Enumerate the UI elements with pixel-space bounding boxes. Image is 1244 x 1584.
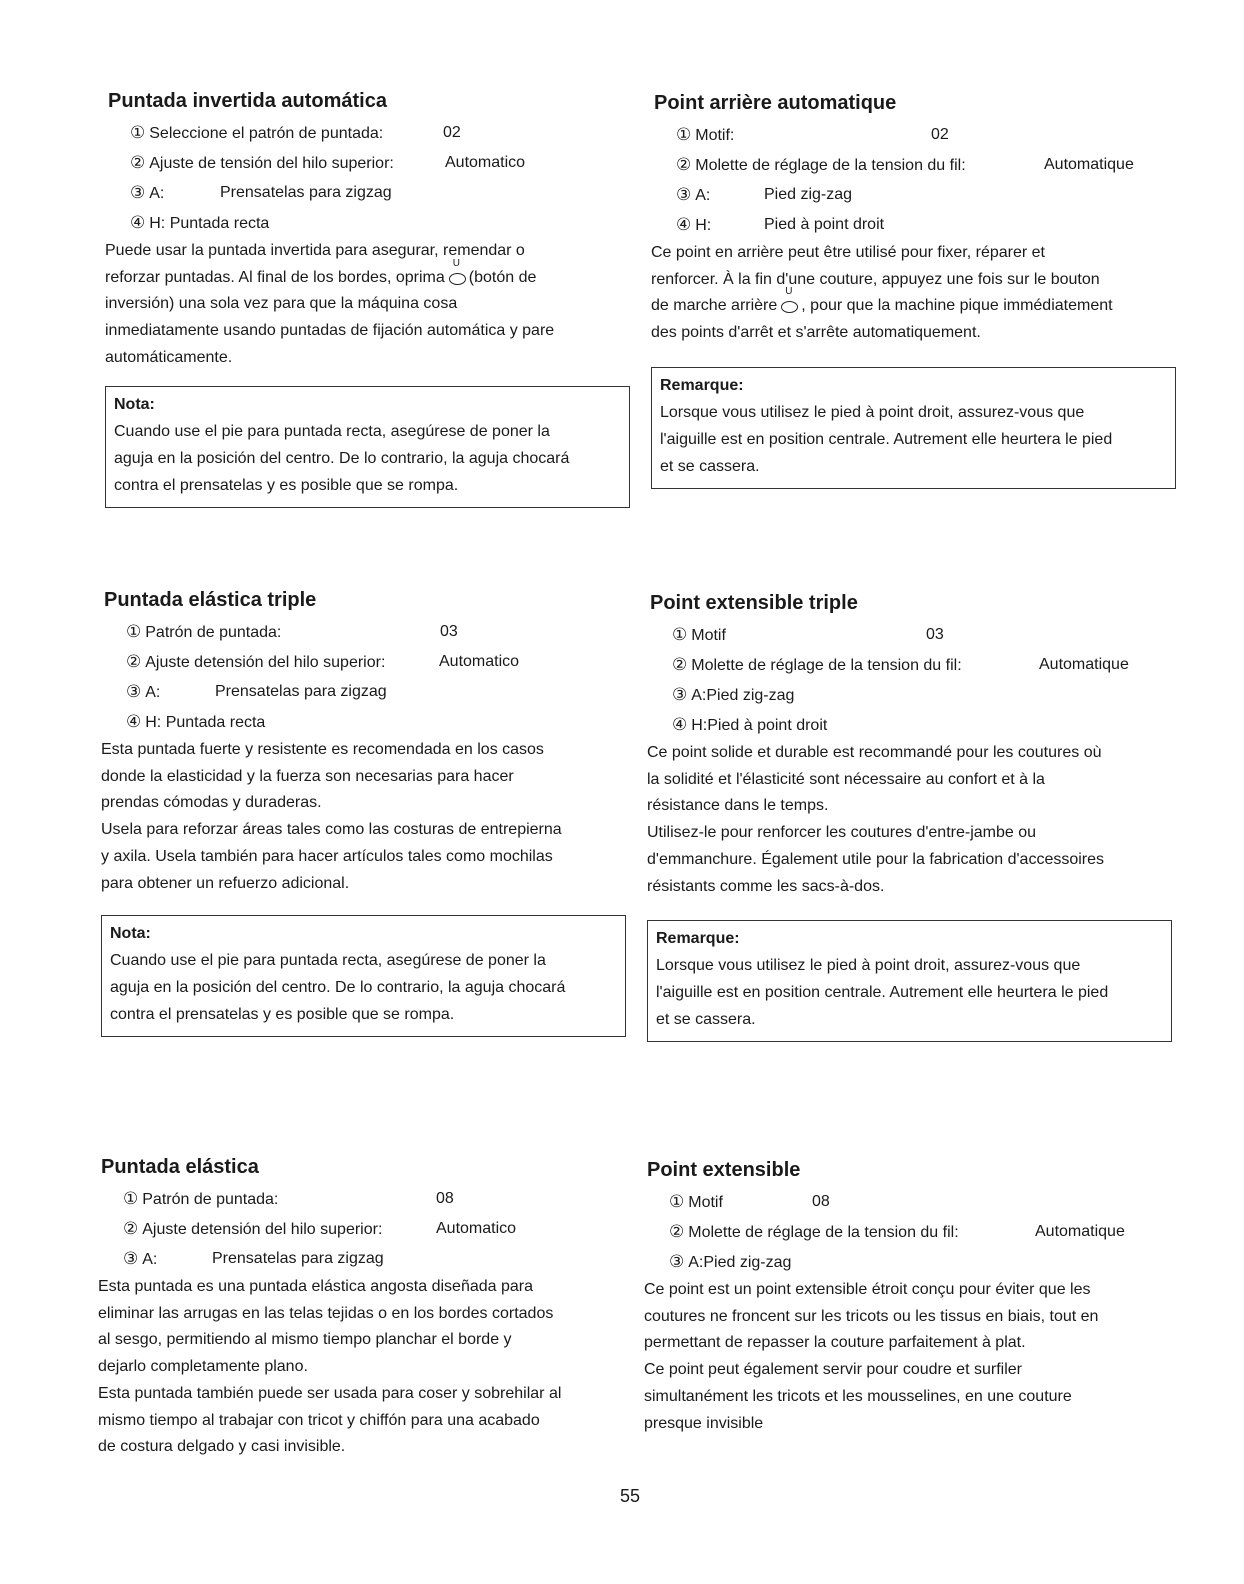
setting-label: A:	[145, 684, 161, 701]
description-line: dejarlo completamente plano.	[98, 1358, 308, 1376]
setting-label: Molette de réglage de la tension du fil:	[688, 1224, 959, 1241]
description-line: mismo tiempo al trabajar con tricot y chiffón para una acabado	[98, 1411, 540, 1429]
setting-item	[669, 1187, 1169, 1217]
setting-value: Pied zig-zag	[764, 186, 853, 203]
text: (botón de	[468, 268, 537, 286]
setting-value: Automatico	[439, 653, 520, 670]
setting-value: 08	[812, 1193, 830, 1210]
setting-label: H: Puntada recta	[145, 714, 266, 731]
step-number: ②	[669, 1222, 685, 1241]
reverse-icon-circle	[449, 273, 466, 285]
description-line: Ce point peut également servir pour coudre et surfiler	[644, 1361, 1022, 1379]
setting-label: Molette de réglage de la tension du fil:	[695, 157, 966, 174]
setting-value: 02	[443, 124, 461, 141]
setting-item	[672, 650, 1172, 680]
text: de marche arrière	[651, 297, 778, 315]
setting-value: Automatico	[445, 154, 526, 171]
description-line: de costura delgado y casi invisible.	[98, 1438, 346, 1456]
description-line: Esta puntada también puede ser usada para coser y sobrehilar al	[98, 1384, 562, 1402]
description-line: Esta puntada fuerte y resistente es recomendada en los casos	[101, 741, 544, 758]
section	[101, 587, 626, 1037]
reverse-button-icon	[448, 257, 466, 284]
setting-value: 03	[440, 623, 458, 640]
description-line: donde la elasticidad y la fuerza son necesarias para hacer	[101, 767, 514, 785]
section-title: Puntada invertida automática	[108, 90, 387, 112]
setting-item	[130, 178, 630, 208]
section	[644, 1157, 1169, 1437]
description-line: inmediatamente usando puntadas de fijación automática y pare	[105, 322, 555, 340]
setting-value: Automatique	[1035, 1223, 1125, 1240]
setting-item	[126, 647, 626, 677]
description	[651, 240, 1176, 347]
setting-value: Automatique	[1044, 156, 1134, 173]
step-number: ④	[130, 213, 146, 232]
description-line: prendas cómodas y duraderas.	[101, 794, 322, 812]
step-number: ②	[130, 153, 146, 172]
step-number: ④	[676, 215, 692, 234]
reverse-icon-circle	[781, 301, 798, 313]
setting-item	[130, 118, 630, 148]
setting-label: A:	[149, 185, 165, 202]
setting-item	[669, 1247, 1169, 1277]
setting-item	[672, 710, 1172, 740]
step-number: ①	[123, 1189, 139, 1208]
description	[98, 1274, 623, 1461]
setting-label: Molette de réglage de la tension du fil:	[691, 657, 962, 674]
page-number: 55	[620, 1486, 641, 1506]
setting-label: Motif:	[695, 127, 735, 144]
step-number: ①	[672, 625, 688, 644]
step-number: ②	[123, 1219, 139, 1238]
setting-value: Prensatelas para zigzag	[220, 184, 392, 201]
setting-label: Ajuste de tensión del hilo superior:	[149, 155, 394, 172]
description-line: presque invisible	[644, 1414, 764, 1432]
setting-label: Patrón de puntada:	[142, 1191, 279, 1208]
description-line: renforcer. À la fin d'une couture, appuyez une fois sur le bouton	[651, 270, 1100, 288]
setting-item	[130, 148, 630, 178]
setting-value: Pied à point droit	[764, 216, 885, 233]
section-title: Puntada elástica triple	[104, 589, 317, 611]
step-number: ③	[676, 185, 692, 204]
description	[647, 740, 1172, 900]
description-line: Utilisez-le pour renforcer les coutures d'entre-jambe ou	[647, 824, 1037, 842]
setting-value: 08	[436, 1190, 454, 1207]
description-line	[105, 257, 630, 292]
note-line: Lorsque vous utilisez le pied à point droit, assurez-vous que	[660, 403, 1085, 421]
note-label: Nota:	[114, 395, 155, 413]
step-number: ③	[126, 682, 142, 701]
step-number: ①	[676, 125, 692, 144]
step-number: ②	[676, 155, 692, 174]
note-line: Cuando use el pie para puntada recta, asegúrese de poner la	[114, 422, 550, 440]
setting-value: Automatico	[436, 1220, 517, 1237]
step-number: ④	[126, 712, 142, 731]
text: , pour que la machine pique immédiatement	[801, 297, 1113, 315]
setting-item	[126, 617, 626, 647]
setting-label: H:Pied à point droit	[691, 717, 828, 734]
note-label: Remarque:	[660, 376, 744, 394]
section-title: Point extensible triple	[650, 592, 858, 614]
setting-value: 02	[931, 126, 949, 143]
section	[98, 1154, 623, 1461]
setting-item	[130, 208, 630, 238]
description-line: inversión) una sola vez para que la máquina cosa	[105, 295, 458, 313]
setting-item	[676, 150, 1176, 180]
setting-label: Motif	[688, 1194, 723, 1211]
text: reforzar puntadas. Al final de los bordes, oprima	[105, 268, 445, 286]
description-line: automáticamente.	[105, 348, 233, 366]
note-label: Nota:	[110, 925, 151, 943]
setting-value: Prensatelas para zigzag	[212, 1250, 384, 1267]
setting-label: A:Pied zig-zag	[688, 1254, 792, 1271]
note-line: aguja en la posición del centro. De lo contrario, la aguja chocará	[110, 979, 566, 997]
reverse-icon-letter: U	[452, 257, 460, 269]
section-title: Point extensible	[647, 1159, 801, 1181]
description-line: des points d'arrêt et s'arrête automatiquement.	[651, 324, 981, 342]
note-line: et se cassera.	[660, 457, 760, 475]
note-line: contra el prensatelas y es posible que se rompa.	[110, 1006, 455, 1024]
note-box	[647, 920, 1172, 1042]
setting-label: A:	[695, 187, 711, 204]
setting-item	[123, 1214, 623, 1244]
setting-label: A:Pied zig-zag	[691, 687, 795, 704]
section	[651, 90, 1176, 489]
note-box	[105, 386, 630, 508]
setting-label: Patrón de puntada:	[145, 624, 282, 641]
description	[644, 1277, 1169, 1437]
description-line: eliminar las arrugas en las telas tejidas o en los bordes cortados	[98, 1304, 554, 1322]
description-line: résistants comme les sacs-à-dos.	[647, 877, 885, 895]
setting-value: Automatique	[1039, 656, 1129, 673]
setting-value: 03	[926, 626, 944, 643]
setting-item	[676, 180, 1176, 210]
description-line: Ce point en arrière peut être utilisé pour fixer, réparer et	[651, 244, 1045, 261]
note-box	[651, 367, 1176, 489]
description-line: permettant de repasser la couture parfaitement à plat.	[644, 1334, 1026, 1352]
step-number: ①	[126, 622, 142, 641]
setting-item	[126, 707, 626, 737]
section	[647, 590, 1172, 1042]
step-number: ③	[669, 1252, 685, 1271]
step-number: ①	[669, 1192, 685, 1211]
setting-item	[676, 120, 1176, 150]
setting-item	[669, 1217, 1169, 1247]
setting-label: Motif	[691, 627, 726, 644]
note-line: aguja en la posición del centro. De lo contrario, la aguja chocará	[114, 449, 570, 467]
step-number: ③	[123, 1249, 139, 1268]
description-line: d'emmanchure. Également utile pour la fabrication d'accessoires	[647, 850, 1105, 868]
setting-item	[672, 680, 1172, 710]
setting-value: Prensatelas para zigzag	[215, 683, 387, 700]
description-line: Esta puntada es una puntada elástica angosta diseñada para	[98, 1278, 533, 1295]
note-line: Cuando use el pie para puntada recta, asegúrese de poner la	[110, 952, 546, 970]
description-line: coutures ne froncent sur les tricots ou les tissus en biais, tout en	[644, 1307, 1099, 1325]
note-line: l'aiguille est en position centrale. Autrement elle heurtera le pied	[660, 430, 1113, 448]
step-number: ②	[672, 655, 688, 674]
setting-label: Seleccione el patrón de puntada:	[149, 125, 384, 142]
description-line	[651, 286, 1176, 320]
setting-label: Ajuste detensión del hilo superior:	[145, 654, 386, 671]
note-line: contra el prensatelas y es posible que se rompa.	[114, 476, 459, 494]
description-line: Usela para reforzar áreas tales como las costuras de entrepierna	[101, 821, 562, 839]
note-line: l'aiguille est en position centrale. Autrement elle heurtera le pied	[656, 984, 1109, 1002]
setting-item	[126, 677, 626, 707]
description-line: simultanément les tricots et les mousselines, en une couture	[644, 1387, 1072, 1405]
note-line: Lorsque vous utilisez le pied à point droit, assurez-vous que	[656, 957, 1081, 975]
description-line: al sesgo, permitiendo al mismo tiempo planchar el borde y	[98, 1331, 512, 1349]
section	[105, 88, 630, 508]
description-line: y axila. Usela también para hacer artículos tales como mochilas	[101, 847, 553, 865]
step-number: ③	[130, 183, 146, 202]
description	[101, 737, 626, 897]
step-number: ①	[130, 123, 146, 142]
step-number: ②	[126, 652, 142, 671]
description	[105, 238, 630, 372]
description-line: Puede usar la puntada invertida para asegurar, remendar o	[105, 242, 525, 259]
step-number: ④	[672, 715, 688, 734]
section-title: Puntada elástica	[101, 1156, 259, 1178]
description-line: Ce point solide et durable est recommandé pour les coutures où	[647, 744, 1102, 761]
description-line: résistance dans le temps.	[647, 797, 829, 815]
step-number: ③	[672, 685, 688, 704]
setting-item	[676, 210, 1176, 240]
description-line: para obtener un refuerzo adicional.	[101, 874, 350, 892]
description-line: Ce point est un point extensible étroit conçu pour éviter que les	[644, 1281, 1091, 1298]
note-box	[101, 915, 626, 1037]
setting-label: Ajuste detensión del hilo superior:	[142, 1221, 383, 1238]
reverse-button-icon	[780, 286, 798, 312]
setting-item	[672, 620, 1172, 650]
description-line: la solidité et l'élasticité sont nécessaire au confort et à la	[647, 770, 1045, 788]
reverse-icon-letter: U	[785, 286, 793, 298]
setting-label: A:	[142, 1251, 158, 1268]
setting-label: H: Puntada recta	[149, 215, 270, 232]
section-title: Point arrière automatique	[654, 92, 897, 114]
setting-label: H:	[695, 217, 712, 234]
note-line: et se cassera.	[656, 1011, 756, 1029]
setting-item	[123, 1184, 623, 1214]
note-label: Remarque:	[656, 930, 740, 948]
setting-item	[123, 1244, 623, 1274]
